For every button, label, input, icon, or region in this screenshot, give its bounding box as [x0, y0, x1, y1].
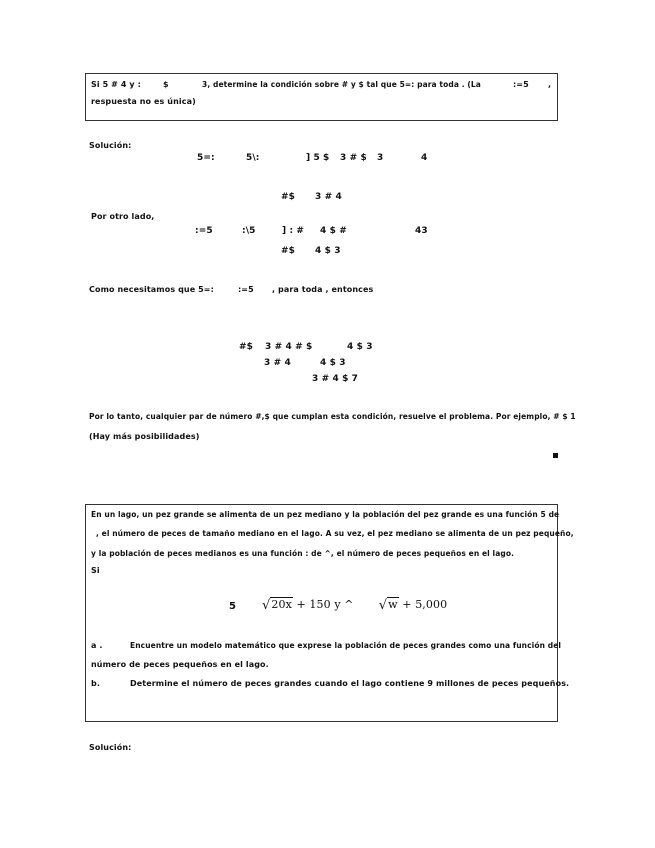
problem1-line2: respuesta no es única): [91, 97, 196, 106]
eq2-a: #$: [281, 192, 296, 202]
radicand-w: w: [388, 598, 398, 611]
problem2-line1: En un lago, un pez grande se alimenta de un pez mediano y la población del pez grande es una función 5 de: [91, 510, 560, 519]
eq1-c: ] 5 $: [306, 153, 330, 163]
eq3-a: :=5: [195, 226, 213, 236]
problem2-line2: , el número de peces de tamaño mediano en el lago. A su vez, el pez mediano se alimenta de un pez pequeño,: [96, 529, 574, 538]
necesitamos-b: :=5: [238, 285, 254, 294]
necesitamos-a: Como necesitamos que 5=:: [89, 285, 214, 294]
radical-sign: √: [262, 598, 271, 613]
eq3-d: 4 $ #: [320, 226, 347, 236]
solution2-label: Solución:: [89, 743, 132, 752]
hay-mas-text: (Hay más posibilidades): [89, 432, 200, 441]
eq1-d: 3 # $: [340, 153, 367, 163]
formula-end: + 5,000: [402, 598, 448, 611]
item-a-label: a .: [91, 641, 103, 650]
eq3-c: ] : #: [282, 226, 305, 236]
eq1-f: 4: [421, 153, 428, 163]
formula-mid: + 150 y ^: [296, 598, 354, 611]
sqrt-20x: [262, 597, 293, 612]
problem1-line1b: $: [163, 80, 169, 89]
eq4-a: #$: [281, 246, 296, 256]
eq5-c: 4 $ 3: [347, 342, 373, 352]
problem1-line1e: ,: [548, 80, 552, 89]
necesitamos-c: , para toda , entonces: [272, 285, 374, 294]
item-a-text2: número de peces pequeños en el lago.: [91, 660, 269, 669]
conclusion-text: Por lo tanto, cualquier par de número #,$ que cumplan esta condición, resuelve el problema. Por ejemplo, # $ 1: [89, 412, 576, 421]
eq5-a: #$: [239, 342, 254, 352]
end-of-proof-mark: [553, 453, 558, 458]
eq3-e: 43: [415, 226, 428, 236]
eq2-b: 3 # 4: [315, 192, 342, 202]
item-b-label: b.: [91, 679, 100, 688]
otro-lado-text: Por otro lado,: [91, 212, 155, 221]
solution1-label: Solución:: [89, 141, 132, 150]
eq5-b: 3 # 4 # $: [265, 342, 313, 352]
problem1-line1a: Si 5 # 4 y :: [91, 80, 141, 89]
formula-lhs: 5: [229, 601, 237, 612]
sqrt-w: [379, 597, 399, 612]
problem2-si: Si: [91, 566, 100, 575]
formula: [262, 597, 447, 612]
eq3-b: :\5: [242, 226, 256, 236]
eq6-b: 4 $ 3: [320, 358, 346, 368]
item-a-text: Encuentre un modelo matemático que exprese la población de peces grandes como una función del: [130, 641, 562, 650]
eq6-a: 3 # 4: [264, 358, 291, 368]
problem2-line3: y la población de peces medianos es una función : de ^, el número de peces pequeños en el lago.: [91, 549, 515, 558]
eq1-e: 3: [377, 153, 384, 163]
eq4-b: 4 $ 3: [315, 246, 341, 256]
eq7: 3 # 4 $ 7: [312, 374, 359, 384]
eq1-a: 5=:: [197, 153, 215, 163]
problem1-line1d: :=5: [513, 80, 529, 89]
radicand-20x: 20x: [271, 598, 292, 611]
item-b-text: Determine el número de peces grandes cuando el lago contiene 9 millones de peces pequeños.: [130, 679, 570, 688]
problem1-line1c: 3, determine la condición sobre # y $ tal que 5=: para toda . (La: [202, 80, 481, 89]
eq1-b: 5\:: [246, 153, 260, 163]
radical-sign: √: [378, 598, 388, 613]
